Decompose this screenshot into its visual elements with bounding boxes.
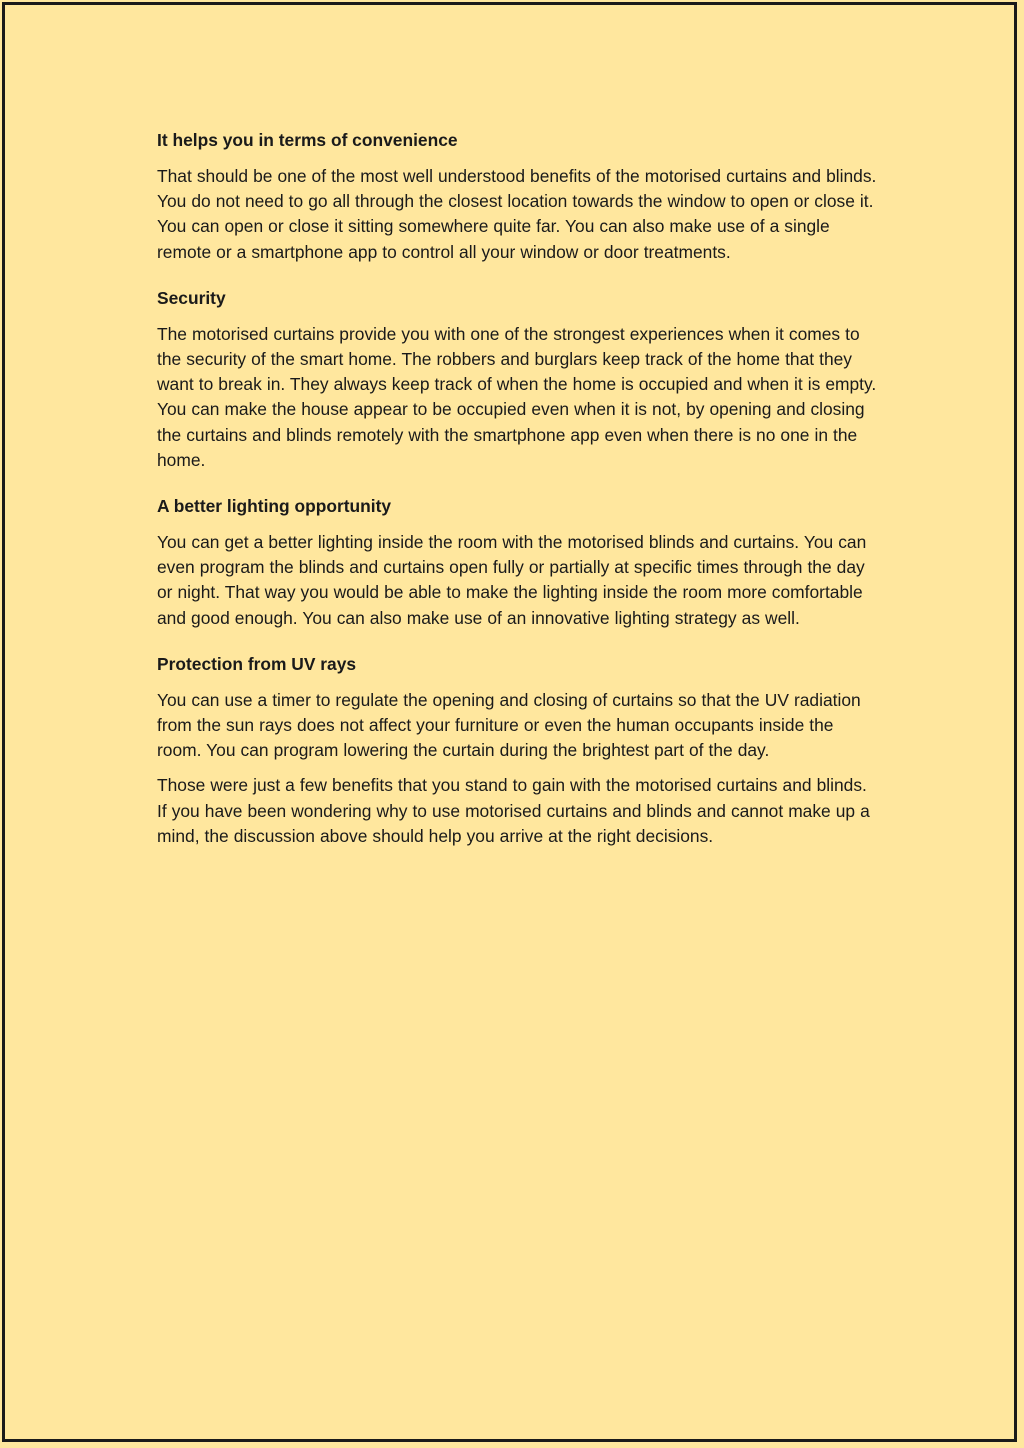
- section-paragraph-lighting: You can get a better lighting inside the room with the motorised blinds and curtains. You can even program the blinds and curtains open fully or partially at specific times through the day or night. That way you would be able to make the lighting inside the room more comfortable and good enough. You can also make use of an innovative lighting strategy as well.: [157, 532, 867, 628]
- section-paragraph-uv-protection: You can use a timer to regulate the opening and closing of curtains so that the UV radiation from the sun rays does not affect your furniture or even the human occupants inside the room. You can program lowering the curtain during the brightest part of the day.: [157, 689, 861, 761]
- section-heading-uv-protection: Protection from UV rays: [157, 653, 357, 674]
- document-body: [157, 128, 877, 870]
- section-heading-convenience: It helps you in terms of convenience: [157, 130, 458, 150]
- conclusion-paragraph: Those were just a few benefits that you stand to gain with the motorised curtains and blinds. If you have been wondering why to use motorised curtains and blinds and cannot make up a mind, the discussion above should help you arrive at the right decisions.: [157, 775, 870, 846]
- document-page: [2, 2, 1017, 1442]
- section-heading-security: Security: [157, 287, 226, 308]
- section-paragraph-security: The motorised curtains provide you with one of the strongest experiences when it comes to the security of the smart home. The robbers and burglars keep track of the home that they want to break in. They always keep track of when the home is occupied and when it is empty. You can make the house appear to be occupied even when it is not, by opening and closing the curtains and blinds remotely with the smartphone app even when there is no one in the home.: [157, 323, 877, 470]
- section-paragraph-convenience: That should be one of the most well understood benefits of the motorised curtains and blinds. You do not need to go all through the closest location towards the window to open or close it. You can open or close it sitting somewhere quite far. You can also make use of a single remote or a smartphone app to control all your window or door treatments.: [157, 166, 877, 262]
- section-heading-lighting: A better lighting opportunity: [157, 496, 392, 517]
